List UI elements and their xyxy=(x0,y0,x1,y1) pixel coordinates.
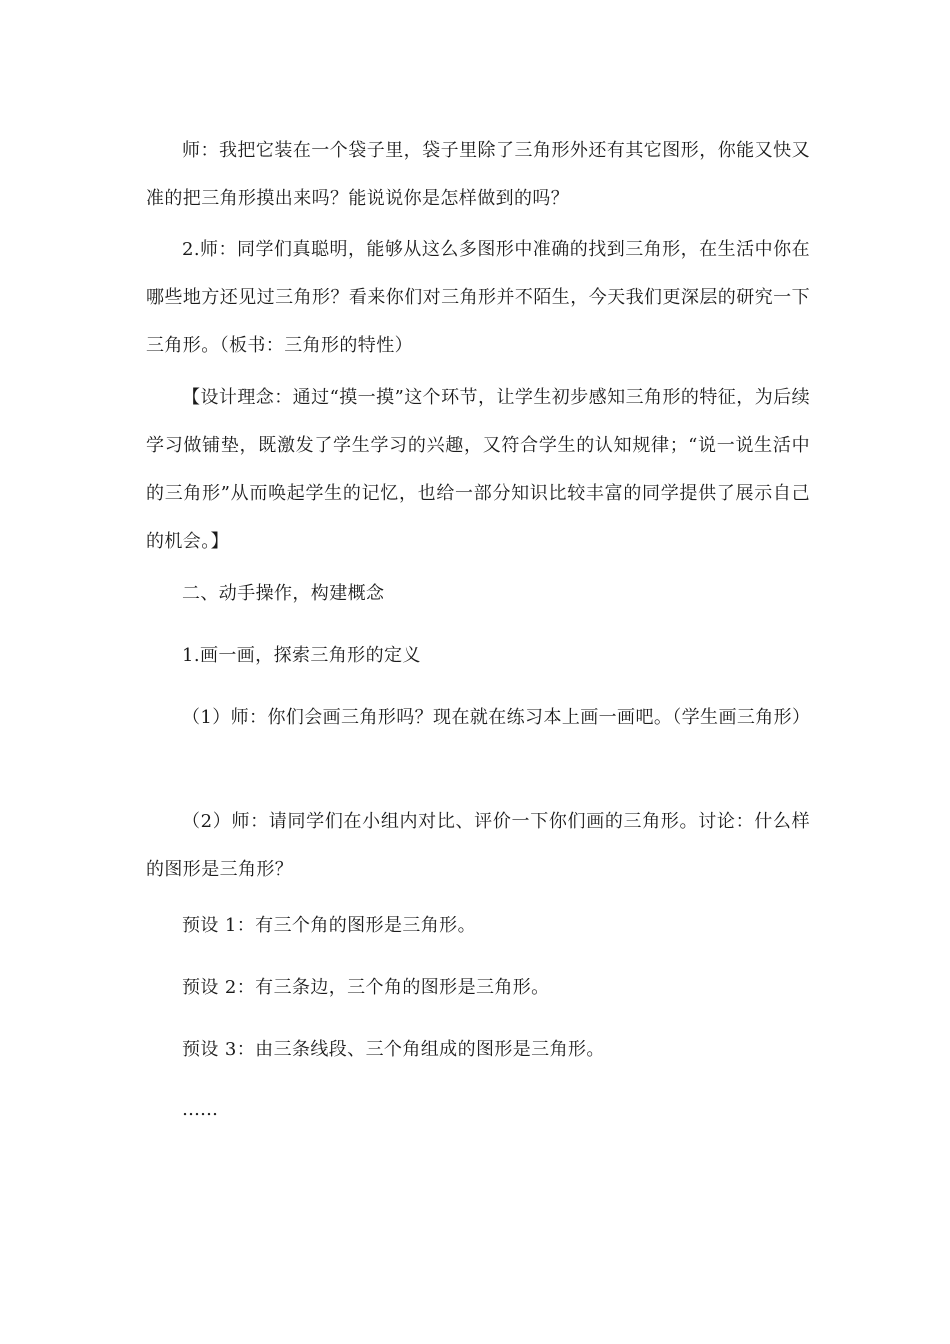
preset-2: 预设 2：有三条边，三个角的图形是三角形。 xyxy=(182,977,550,998)
preset-1: 预设 1：有三个角的图形是三角形。 xyxy=(182,915,476,936)
paragraph-step-2: （2）师：请同学们在小组内对比、评价一下你们画的三角形。讨论：什么样的图形是三角形？ xyxy=(146,811,810,880)
section-heading-hands-on: 二、动手操作，构建概念 xyxy=(182,583,385,604)
paragraph-design-concept: 【设计理念：通过“摸一摸”这个环节，让学生初步感知三角形的特征，为后续学习做铺垫，既激发了学生学习的兴趣，又符合学生的认知规律；“说一说生活中的三角形”从而唤起学生的记忆，也给一部分知识比较丰富的同学提供了展示自己的机会。】 xyxy=(146,387,810,552)
paragraph-step-1: （1）师：你们会画三角形吗？现在就在练习本上画一画吧。（学生画三角形） xyxy=(182,707,811,728)
paragraph-teacher-praise: 2.师：同学们真聪明，能够从这么多图形中准确的找到三角形，在生活中你在哪些地方还见过三角形？看来你们对三角形并不陌生，今天我们更深层的研究一下三角形。（板书：三角形的特性） xyxy=(146,239,810,356)
ellipsis: …… xyxy=(182,1099,218,1120)
subsection-heading-draw: 1.画一画，探索三角形的定义 xyxy=(182,645,421,666)
preset-3: 预设 3：由三条线段、三个角组成的图形是三角形。 xyxy=(182,1039,605,1060)
paragraph-teacher-bag: 师：我把它装在一个袋子里，袋子里除了三角形外还有其它图形，你能又快又准的把三角形摸出来吗？能说说你是怎样做到的吗？ xyxy=(146,140,810,209)
